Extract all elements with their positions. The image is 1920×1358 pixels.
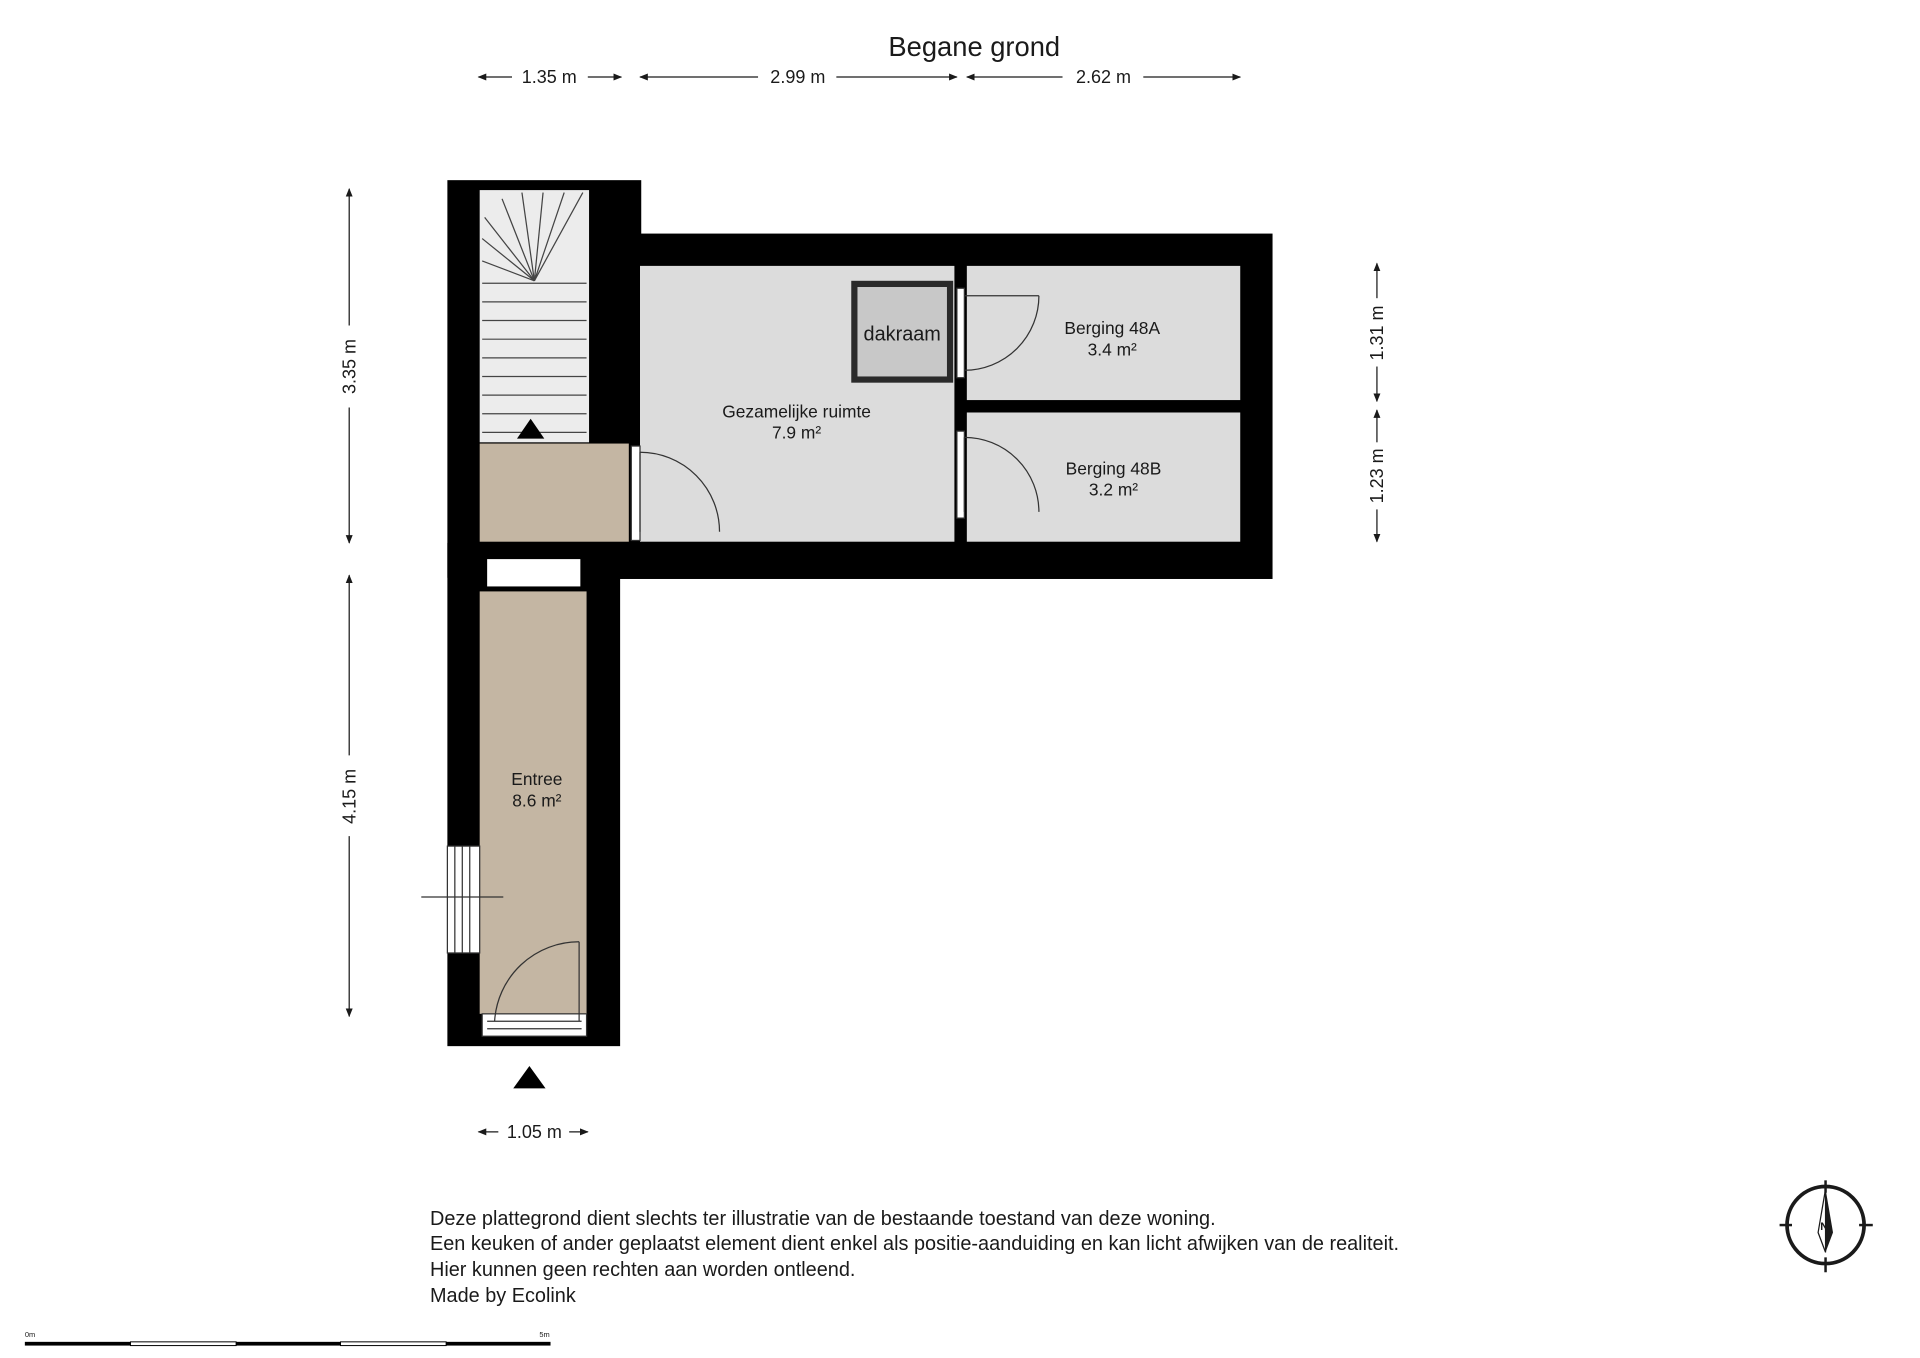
entrance-arrow-icon bbox=[513, 1066, 545, 1088]
disclaimer-line-4: Made by Ecolink bbox=[429, 1285, 576, 1308]
skylight-label: dakraam bbox=[863, 323, 941, 346]
disclaimer-line-2: Een keuken of ander geplaatst element dient enkel als positie-aanduiding en kan licht afwijken van de realiteit. bbox=[429, 1232, 1400, 1255]
dimension-top-2: 2.99 m bbox=[770, 67, 826, 88]
dimension-left-1: 3.35 m bbox=[339, 339, 360, 395]
room-label-gezamelijke: Gezamelijke ruimte bbox=[722, 401, 871, 422]
room-area-gezamelijke: 7.9 m² bbox=[771, 422, 822, 443]
compass-north-label: N bbox=[1820, 1221, 1829, 1234]
room-area-berging-48b: 3.2 m² bbox=[1088, 479, 1139, 500]
dimension-right-1: 1.31 m bbox=[1367, 305, 1388, 361]
room-label-berging-48a: Berging 48A bbox=[1064, 318, 1161, 339]
top-dimensions bbox=[478, 67, 1240, 87]
opening-gap bbox=[487, 559, 580, 586]
disclaimer-line-1: Deze plattegrond dient slechts ter illustratie van de bestaande toestand van deze woning. bbox=[429, 1208, 1216, 1231]
plan-title: Begane grond bbox=[888, 30, 1061, 62]
dimension-left-2: 4.15 m bbox=[339, 768, 360, 824]
dimension-top-3: 2.62 m bbox=[1076, 67, 1132, 88]
room-label-entree: Entree bbox=[511, 769, 563, 790]
room-area-berging-48a: 3.4 m² bbox=[1087, 339, 1137, 360]
skylight bbox=[851, 281, 953, 383]
dimension-top-1: 1.35 m bbox=[521, 67, 577, 88]
right-dimensions bbox=[1367, 263, 1387, 541]
room-area-entree: 8.6 m² bbox=[512, 790, 562, 811]
disclaimer-line-3: Hier kunnen geen rechten aan worden ontleend. bbox=[429, 1259, 856, 1281]
scale-bar bbox=[25, 1330, 551, 1346]
landing-area bbox=[480, 444, 629, 542]
disclaimer bbox=[430, 1208, 1399, 1307]
bottom-dimensions bbox=[478, 1122, 587, 1142]
scale-bar-start: 0m bbox=[24, 1329, 36, 1339]
scale-bar-end: 5m bbox=[539, 1329, 550, 1339]
dimension-right-2: 1.23 m bbox=[1367, 448, 1388, 504]
room-label-berging-48b: Berging 48B bbox=[1065, 458, 1162, 479]
staircase-area bbox=[480, 190, 589, 442]
dimension-bottom-1: 1.05 m bbox=[506, 1122, 562, 1143]
compass-icon bbox=[1780, 1180, 1873, 1272]
left-dimensions bbox=[339, 189, 359, 1016]
